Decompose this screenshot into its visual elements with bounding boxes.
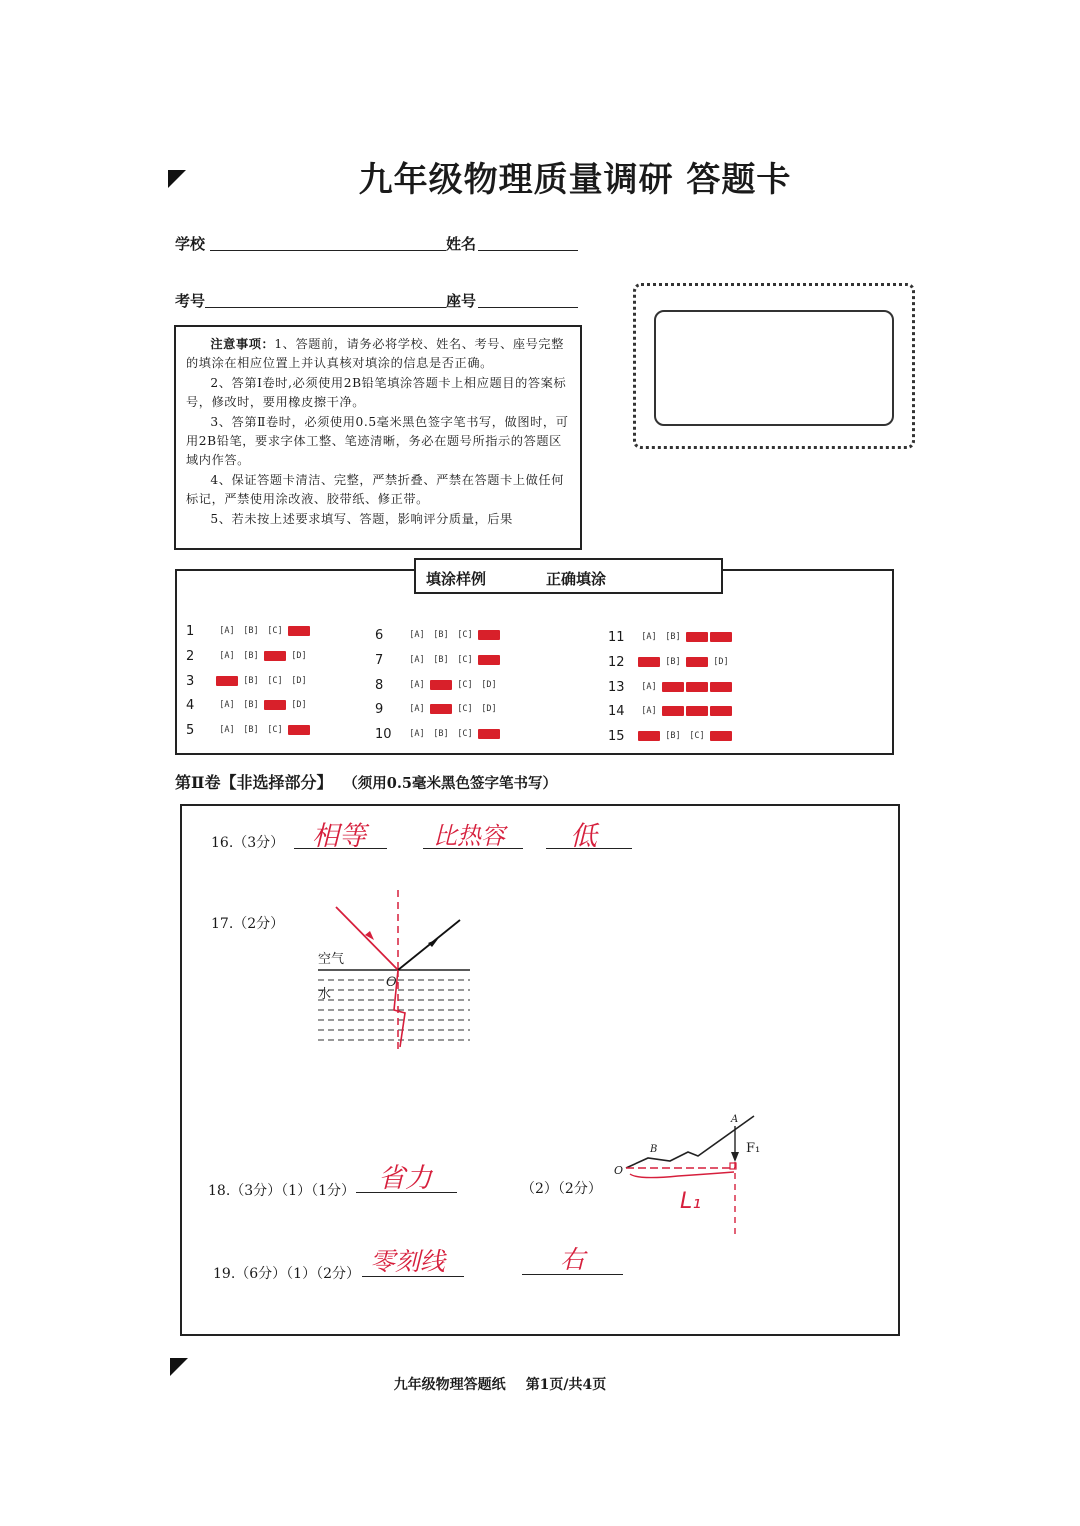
- q16-answer-3[interactable]: [546, 814, 632, 852]
- notice-item: 1、答题前，请务必将学校、姓名、考号、座号完整的填涂在相应位置上并认真核对填涂的信息是否正确。: [186, 337, 565, 371]
- mc-option-b[interactable]: [B]: [243, 626, 259, 636]
- mc-options-row: [406, 704, 502, 714]
- page-title: 九年级物理质量调研 答题卡: [358, 160, 792, 200]
- footer-name: 九年级物理答题纸: [393, 1377, 506, 1393]
- mc-option-b[interactable]: [B]: [243, 725, 259, 736]
- footer-page: 第1页/共4页: [525, 1377, 607, 1393]
- q16-answer-1[interactable]: [294, 814, 387, 852]
- mc-option-a[interactable]: [A]: [219, 650, 235, 661]
- mc-option-c-filled[interactable]: [686, 632, 708, 642]
- mc-option-c[interactable]: [C]: [457, 679, 473, 690]
- air-label: 空气: [318, 952, 345, 967]
- mc-question-number: 10: [375, 727, 392, 743]
- mc-option-b[interactable]: [B]: [433, 630, 449, 640]
- mc-option-c[interactable]: [C]: [267, 626, 283, 636]
- mc-option-b-filled[interactable]: [662, 706, 684, 716]
- correct-fill-label: 正确填涂: [546, 570, 607, 588]
- mc-option-d-filled[interactable]: [478, 729, 500, 739]
- mc-options-row: [216, 626, 312, 636]
- q18-lever-diagram: [608, 1108, 778, 1238]
- mc-option-d[interactable]: [D]: [291, 700, 307, 711]
- q19-answer-1[interactable]: [362, 1238, 464, 1277]
- mc-option-b[interactable]: [B]: [243, 650, 259, 661]
- mc-option-a[interactable]: [A]: [641, 681, 657, 692]
- mc-option-a-filled[interactable]: [216, 676, 238, 686]
- notice-item: 3、答第Ⅱ卷时，必须使用0.5毫米黑色签字笔书写，做图时，可用2B铅笔，要求字体工整、笔迹清晰，务必在题号所指示的答题区域内作答。: [186, 414, 569, 468]
- mc-option-b-filled[interactable]: [662, 682, 684, 692]
- mc-question-number: 15: [608, 729, 625, 745]
- q16-answer-2-text: 比热容: [433, 822, 505, 850]
- mc-options-row: [406, 680, 502, 690]
- mc-options-row: [216, 676, 312, 686]
- mc-option-c[interactable]: [C]: [457, 630, 473, 640]
- mc-options-row: [638, 657, 734, 667]
- mc-option-b-filled[interactable]: [430, 704, 452, 714]
- mc-options-row: [638, 731, 734, 741]
- notice-item: 5、若未按上述要求填写、答题，影响评分质量，后果: [210, 511, 513, 526]
- mc-question-number: 6: [375, 628, 384, 643]
- barcode-sticker-box: [654, 310, 894, 426]
- q18-answer-1-text: 省力: [378, 1163, 432, 1194]
- mc-question-number: 12: [608, 654, 625, 670]
- incident-ray: [336, 907, 398, 970]
- mc-option-c-filled[interactable]: [686, 706, 708, 716]
- mc-option-d[interactable]: [D]: [291, 675, 307, 686]
- exam-id-label: 考号: [175, 292, 206, 310]
- mc-question-number: 11: [608, 630, 625, 645]
- name-label: 姓名: [446, 235, 477, 253]
- force-f1-label: F₁: [746, 1141, 761, 1156]
- mc-option-d-filled[interactable]: [478, 655, 500, 665]
- exam-id-field[interactable]: [205, 291, 446, 308]
- notice-item: 4、保证答题卡清洁、完整，严禁折叠、严禁在答题卡上做任何标记，严禁使用涂改液、胶带纸、修正带。: [186, 472, 565, 507]
- mc-option-c[interactable]: [C]: [267, 725, 283, 736]
- mc-options-row: [216, 651, 312, 661]
- page-footer: [0, 1374, 1000, 1394]
- moment-arm-brace: [630, 1172, 734, 1178]
- mc-option-b-filled[interactable]: [430, 680, 452, 690]
- mc-question-number: 3: [186, 673, 195, 689]
- mc-option-d[interactable]: [D]: [481, 704, 497, 715]
- mc-question-number: 13: [608, 679, 625, 695]
- mc-option-a[interactable]: [A]: [409, 704, 425, 715]
- mc-options-row: [406, 655, 502, 665]
- mc-option-b[interactable]: [B]: [665, 731, 681, 742]
- name-field[interactable]: [478, 234, 578, 251]
- seat-field[interactable]: [478, 291, 578, 308]
- school-field[interactable]: [210, 234, 446, 251]
- mc-option-d-filled[interactable]: [710, 731, 732, 741]
- mc-option-c[interactable]: [C]: [689, 731, 705, 742]
- mc-option-c-filled[interactable]: [686, 657, 708, 667]
- q19-answer-2-text: 右: [560, 1245, 586, 1274]
- mc-option-a[interactable]: [A]: [641, 706, 657, 717]
- mc-options-row: [216, 700, 312, 710]
- reflected-ray: [398, 920, 460, 970]
- reflected-arrow: [428, 939, 438, 947]
- mc-option-c-filled[interactable]: [686, 682, 708, 692]
- q17-label: 17.（2分）: [211, 916, 285, 932]
- mc-options-row: [638, 682, 734, 692]
- mc-question-number: 8: [375, 677, 384, 693]
- mc-option-d[interactable]: [D]: [291, 650, 307, 661]
- point-b-label: B: [650, 1144, 658, 1155]
- mc-option-d-filled[interactable]: [710, 632, 732, 642]
- mc-options-row: [638, 706, 734, 716]
- mc-option-d-filled[interactable]: [710, 706, 732, 716]
- notice-lead: 注意事项：: [210, 337, 275, 351]
- mc-option-a[interactable]: [A]: [219, 700, 235, 711]
- mc-option-a-filled[interactable]: [638, 657, 660, 667]
- moment-arm-l1-label: L₁: [680, 1189, 702, 1214]
- q19-answer-1-text: 零刻线: [370, 1247, 446, 1276]
- notice-item: 2、答第Ⅰ卷时,必须使用2B铅笔填涂答题卡上相应题目的答案标号，修改时，要用橡皮擦干净。: [186, 375, 567, 410]
- mc-options-row: [216, 725, 312, 735]
- q18-answer-1[interactable]: [356, 1152, 457, 1193]
- mc-options-row: [406, 630, 502, 640]
- point-o-label: O: [614, 1164, 624, 1177]
- mc-options-row: [406, 729, 502, 739]
- section-2-note: （须用0.5毫米黑色签字笔书写）: [350, 775, 557, 792]
- mc-option-d-filled[interactable]: [710, 682, 732, 692]
- mc-question-number: 9: [375, 702, 384, 718]
- q16-answer-1-text: 相等: [312, 821, 366, 852]
- mc-option-c[interactable]: [C]: [457, 704, 473, 715]
- mc-option-c[interactable]: [C]: [457, 654, 473, 665]
- section-2-heading: [175, 770, 557, 793]
- fill-example-label: 填涂样例: [426, 570, 487, 588]
- mc-option-d[interactable]: [D]: [713, 656, 729, 667]
- mc-option-c[interactable]: [C]: [267, 675, 283, 686]
- fill-example-bar: [414, 558, 723, 594]
- mc-option-d-filled[interactable]: [288, 725, 310, 735]
- mc-question-number: 14: [608, 704, 625, 720]
- q18-label: 18.（3分）（1）（1分）: [208, 1183, 355, 1199]
- q16-answer-2[interactable]: [423, 814, 523, 849]
- mc-option-a[interactable]: [A]: [409, 729, 425, 740]
- mc-option-d-filled[interactable]: [478, 630, 500, 640]
- point-o-label: O: [386, 975, 397, 990]
- mc-option-b[interactable]: [B]: [243, 700, 259, 711]
- mc-option-a[interactable]: [A]: [409, 630, 425, 640]
- q19-label: 19.（6分）（1）（2分）: [213, 1266, 360, 1282]
- mc-option-d[interactable]: [D]: [481, 679, 497, 690]
- mc-option-c[interactable]: [C]: [457, 729, 473, 740]
- mc-option-b[interactable]: [B]: [433, 729, 449, 740]
- point-a-label: A: [731, 1114, 739, 1125]
- mc-option-b[interactable]: [B]: [665, 656, 681, 667]
- mc-option-a[interactable]: [A]: [219, 626, 235, 636]
- school-label: 学校: [175, 235, 206, 253]
- mc-option-c-filled[interactable]: [264, 700, 286, 710]
- q16-label: 16.（3分）: [211, 835, 285, 851]
- mc-question-number: 2: [186, 648, 195, 664]
- mc-option-b[interactable]: [B]: [243, 675, 259, 686]
- seat-label: 座号: [446, 292, 477, 310]
- q18-part2-label: （2）（2分）: [521, 1181, 602, 1197]
- water-label: 水: [318, 987, 332, 1002]
- mc-option-a[interactable]: [A]: [219, 725, 235, 736]
- q17-refraction-diagram: [310, 885, 480, 1055]
- mc-question-number: 5: [186, 723, 195, 739]
- mc-option-a-filled[interactable]: [638, 731, 660, 741]
- mc-option-d-filled[interactable]: [288, 626, 310, 636]
- mc-option-a[interactable]: [A]: [409, 679, 425, 690]
- notice-box: [174, 325, 582, 550]
- mc-option-c-filled[interactable]: [264, 651, 286, 661]
- q19-answer-2[interactable]: [522, 1238, 623, 1275]
- mc-options-row: [638, 632, 734, 642]
- mc-option-b[interactable]: [B]: [433, 654, 449, 665]
- mc-option-a[interactable]: [A]: [409, 654, 425, 665]
- force-f1-arrow: [731, 1152, 739, 1162]
- mc-option-a[interactable]: [A]: [641, 632, 657, 642]
- section-2-title: 第Ⅱ卷【非选择部分】: [175, 773, 333, 792]
- mc-option-b[interactable]: [B]: [665, 632, 681, 642]
- mc-question-number: 7: [375, 652, 384, 668]
- mc-question-number: 1: [186, 624, 195, 639]
- mc-question-number: 4: [186, 698, 195, 714]
- q16-answer-3-text: 低: [570, 821, 597, 852]
